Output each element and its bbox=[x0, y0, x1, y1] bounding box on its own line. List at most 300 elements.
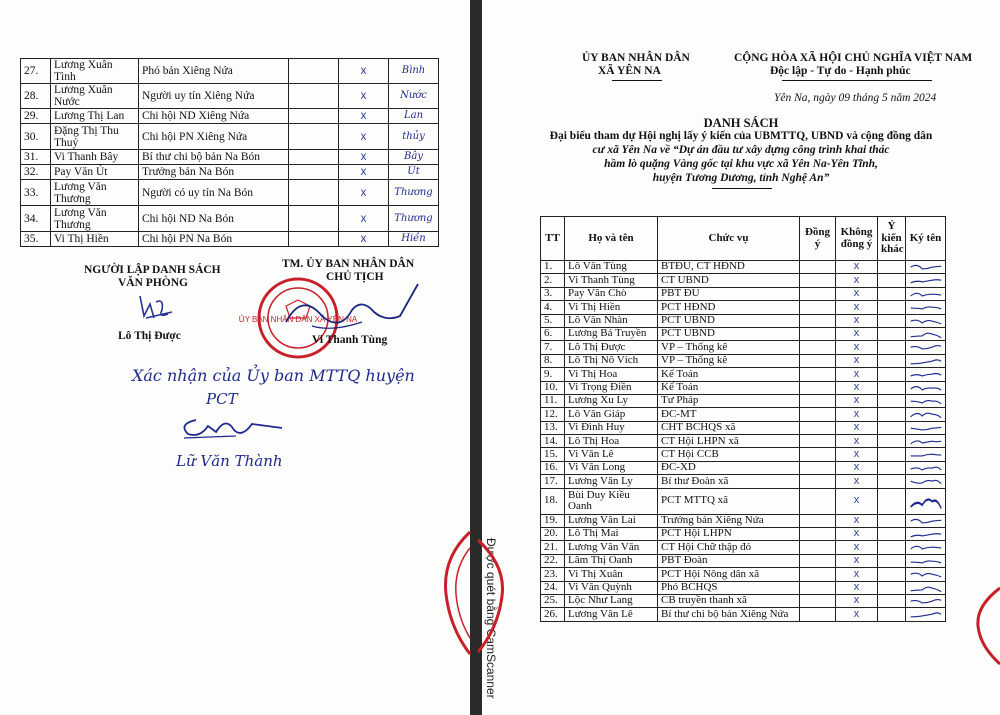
row-number: 1. bbox=[541, 261, 565, 274]
row-signature bbox=[906, 581, 946, 594]
table-row bbox=[21, 150, 439, 165]
row-signature bbox=[906, 421, 946, 434]
row-agree bbox=[800, 594, 836, 607]
table-row bbox=[541, 488, 946, 514]
signature-scrawl bbox=[909, 435, 942, 447]
row-name: Pay Văn Chò bbox=[565, 287, 658, 300]
row-agree bbox=[800, 274, 836, 287]
row-role: Kế Toán bbox=[658, 368, 800, 381]
row-other bbox=[878, 448, 906, 461]
header-disagree: Không đồng ý bbox=[836, 217, 878, 261]
row-role: Bí thư chi bộ bản Na Bón bbox=[139, 150, 289, 165]
row-other bbox=[878, 261, 906, 274]
row-number: 27. bbox=[21, 59, 51, 84]
row-name: Pay Văn Út bbox=[51, 165, 139, 180]
date-line: Yên Na, ngày 09 tháng 5 năm 2024 bbox=[774, 92, 937, 104]
row-role: Trưởng bản Na Bón bbox=[139, 165, 289, 180]
row-mark: x bbox=[339, 206, 389, 232]
signature-scrawl bbox=[909, 368, 942, 380]
header-role: Chức vụ bbox=[658, 217, 800, 261]
row-name: Lương Xuân Tình bbox=[51, 59, 139, 84]
row-number: 22. bbox=[541, 554, 565, 567]
row-number: 21. bbox=[541, 541, 565, 554]
row-other bbox=[878, 594, 906, 607]
handwritten-role: PCT bbox=[206, 390, 238, 408]
row-number: 3. bbox=[541, 287, 565, 300]
row-number: 31. bbox=[21, 150, 51, 165]
row-blank-cell bbox=[289, 84, 339, 109]
signature-scrawl bbox=[909, 582, 942, 594]
row-signature bbox=[906, 261, 946, 274]
row-role: PCT UBND bbox=[658, 314, 800, 327]
row-name: Bùi Duy Kiều Oanh bbox=[565, 488, 658, 514]
signature-scrawl bbox=[909, 408, 942, 420]
row-name: Lương Văn Thương bbox=[51, 206, 139, 232]
handwritten-confirmation: Xác nhận của Ủy ban MTTQ huyện bbox=[132, 366, 415, 385]
row-signature bbox=[906, 461, 946, 474]
row-role: ĐC-XD bbox=[658, 461, 800, 474]
scanner-watermark: Được quét bằng CamScanner bbox=[484, 538, 498, 699]
row-name: Lô Văn Nhàn bbox=[565, 314, 658, 327]
row-role: Phó bản Xiêng Nứa bbox=[139, 59, 289, 84]
participants-table-continued bbox=[20, 58, 439, 247]
row-role: Bí thư chi bộ bản Xiêng Nứa bbox=[658, 608, 800, 621]
row-number: 34. bbox=[21, 206, 51, 232]
signature-scrawl bbox=[909, 301, 942, 313]
row-other bbox=[878, 528, 906, 541]
row-other bbox=[878, 341, 906, 354]
signature-scrawl bbox=[909, 341, 942, 353]
row-number: 26. bbox=[541, 608, 565, 621]
row-role: Chi hội ND Xiêng Nứa bbox=[139, 109, 289, 124]
header-agree: Đồng ý bbox=[800, 217, 836, 261]
row-other bbox=[878, 381, 906, 394]
row-name: Vi Thị Hiền bbox=[51, 232, 139, 247]
row-role: CT Hội LHPN xã bbox=[658, 435, 800, 448]
signature-scrawl bbox=[909, 475, 942, 487]
row-name: Đặng Thị Thu Thuỷ bbox=[51, 124, 139, 150]
row-signature: Bây bbox=[389, 150, 439, 165]
row-signature bbox=[906, 488, 946, 514]
row-role: PCT MTTQ xã bbox=[658, 488, 800, 514]
row-agree bbox=[800, 341, 836, 354]
row-name: Vi Thị Hoa bbox=[565, 368, 658, 381]
row-signature bbox=[906, 314, 946, 327]
row-other bbox=[878, 287, 906, 300]
org-line-2: XÃ YÊN NA bbox=[598, 65, 661, 77]
row-disagree-mark: x bbox=[836, 461, 878, 474]
row-name: Lô Văn Giáp bbox=[565, 408, 658, 421]
row-agree bbox=[800, 381, 836, 394]
preparer-office: VĂN PHÒNG bbox=[118, 277, 188, 289]
committee-title: TM. ỦY BAN NHÂN DÂN bbox=[282, 258, 415, 270]
header-other: Ý kiến khác bbox=[878, 217, 906, 261]
row-mark: x bbox=[339, 165, 389, 180]
left-document-page bbox=[0, 0, 470, 715]
row-role: CT Hội CCB bbox=[658, 448, 800, 461]
row-other bbox=[878, 581, 906, 594]
row-agree bbox=[800, 448, 836, 461]
row-name: Vi Văn Quỳnh bbox=[565, 581, 658, 594]
row-role: Kế Toán bbox=[658, 381, 800, 394]
row-agree bbox=[800, 354, 836, 367]
row-agree bbox=[800, 394, 836, 407]
row-agree bbox=[800, 475, 836, 488]
row-name: Vi Thanh Tùng bbox=[565, 274, 658, 287]
row-number: 8. bbox=[541, 354, 565, 367]
row-disagree-mark: x bbox=[836, 448, 878, 461]
header-sign: Ký tên bbox=[906, 217, 946, 261]
row-number: 14. bbox=[541, 435, 565, 448]
preparer-signature bbox=[136, 292, 176, 322]
row-other bbox=[878, 608, 906, 621]
row-signature bbox=[906, 554, 946, 567]
right-document-page bbox=[482, 0, 1000, 715]
row-mark: x bbox=[339, 124, 389, 150]
row-disagree-mark: x bbox=[836, 608, 878, 621]
row-signature bbox=[906, 381, 946, 394]
header-name: Họ và tên bbox=[565, 217, 658, 261]
row-disagree-mark: x bbox=[836, 368, 878, 381]
row-disagree-mark: x bbox=[836, 594, 878, 607]
table-row bbox=[541, 475, 946, 488]
signature-scrawl bbox=[909, 315, 942, 327]
row-signature: Nước bbox=[389, 84, 439, 109]
row-mark: x bbox=[339, 84, 389, 109]
row-number: 25. bbox=[541, 594, 565, 607]
row-name: Vi Thị Hiền bbox=[565, 301, 658, 314]
row-number: 24. bbox=[541, 581, 565, 594]
header-no: TT bbox=[541, 217, 565, 261]
title-underline bbox=[712, 188, 772, 189]
row-name: Lâm Thị Oanh bbox=[565, 554, 658, 567]
row-number: 6. bbox=[541, 327, 565, 340]
row-agree bbox=[800, 287, 836, 300]
row-role: Tư Pháp bbox=[658, 394, 800, 407]
table-row bbox=[541, 394, 946, 407]
table-row bbox=[541, 594, 946, 607]
row-agree bbox=[800, 488, 836, 514]
row-signature bbox=[906, 475, 946, 488]
row-role: PCT UBND bbox=[658, 327, 800, 340]
row-number: 4. bbox=[541, 301, 565, 314]
row-disagree-mark: x bbox=[836, 581, 878, 594]
row-signature: Lan bbox=[389, 109, 439, 124]
signature-scrawl bbox=[909, 274, 942, 286]
row-signature bbox=[906, 541, 946, 554]
org-line-1: ỦY BAN NHÂN DÂN bbox=[582, 52, 690, 64]
table-row bbox=[541, 541, 946, 554]
table-row bbox=[541, 421, 946, 434]
row-other bbox=[878, 461, 906, 474]
row-name: Lương Văn Thương bbox=[51, 180, 139, 206]
row-disagree-mark: x bbox=[836, 341, 878, 354]
row-blank-cell bbox=[289, 165, 339, 180]
signature-scrawl bbox=[909, 395, 942, 407]
signature-scrawl bbox=[909, 422, 942, 434]
row-agree bbox=[800, 461, 836, 474]
row-number: 13. bbox=[541, 421, 565, 434]
document-title: DANH SÁCH bbox=[703, 116, 779, 130]
row-agree bbox=[800, 261, 836, 274]
signature-scrawl bbox=[909, 528, 942, 540]
row-role: CT UBND bbox=[658, 274, 800, 287]
row-number: 23. bbox=[541, 568, 565, 581]
row-blank-cell bbox=[289, 124, 339, 150]
row-agree bbox=[800, 301, 836, 314]
row-name: Vi Đình Huy bbox=[565, 421, 658, 434]
row-signature bbox=[906, 514, 946, 527]
row-number: 30. bbox=[21, 124, 51, 150]
table-row bbox=[21, 180, 439, 206]
row-signature bbox=[906, 608, 946, 621]
row-mark: x bbox=[339, 180, 389, 206]
row-mark: x bbox=[339, 232, 389, 247]
table-row bbox=[21, 109, 439, 124]
row-number: 10. bbox=[541, 381, 565, 394]
row-number: 15. bbox=[541, 448, 565, 461]
signature-scrawl bbox=[909, 288, 942, 300]
row-other bbox=[878, 514, 906, 527]
row-name: Lương Văn Văn bbox=[565, 541, 658, 554]
handwritten-name: Lữ Văn Thành bbox=[176, 452, 283, 470]
row-signature: thủy bbox=[389, 124, 439, 150]
table-row bbox=[541, 381, 946, 394]
row-number: 7. bbox=[541, 341, 565, 354]
row-role: VP – Thống kê bbox=[658, 341, 800, 354]
row-role: CHT BCHQS xã bbox=[658, 421, 800, 434]
nation-line-2: Độc lập - Tự do - Hạnh phúc bbox=[770, 65, 911, 77]
row-signature bbox=[906, 354, 946, 367]
table-row bbox=[21, 232, 439, 247]
row-name: Lộc Như Lang bbox=[565, 594, 658, 607]
table-row bbox=[21, 84, 439, 109]
row-name: Vi Thị Xuân bbox=[565, 568, 658, 581]
row-signature bbox=[906, 301, 946, 314]
row-agree bbox=[800, 541, 836, 554]
row-disagree-mark: x bbox=[836, 568, 878, 581]
preparer-name: Lô Thị Được bbox=[118, 330, 181, 342]
row-other bbox=[878, 554, 906, 567]
subtitle-line-1: Đại biểu tham dự Hội nghị lấy ý kiến của UBMTTQ, UBND và cộng đồng dân bbox=[549, 130, 933, 142]
row-other bbox=[878, 354, 906, 367]
row-number: 18. bbox=[541, 488, 565, 514]
table-row bbox=[541, 514, 946, 527]
row-disagree-mark: x bbox=[836, 514, 878, 527]
row-role: Chi hội PN Xiêng Nứa bbox=[139, 124, 289, 150]
row-disagree-mark: x bbox=[836, 381, 878, 394]
row-number: 32. bbox=[21, 165, 51, 180]
row-blank-cell bbox=[289, 206, 339, 232]
row-signature bbox=[906, 408, 946, 421]
table-row bbox=[541, 327, 946, 340]
row-number: 35. bbox=[21, 232, 51, 247]
row-number: 19. bbox=[541, 514, 565, 527]
row-role: Chi hội ND Na Bón bbox=[139, 206, 289, 232]
row-role: PCT Hội Nông dân xã bbox=[658, 568, 800, 581]
row-agree bbox=[800, 421, 836, 434]
row-disagree-mark: x bbox=[836, 541, 878, 554]
row-agree bbox=[800, 568, 836, 581]
signature-scrawl bbox=[909, 448, 942, 460]
table-row bbox=[541, 274, 946, 287]
nation-line-1: CỘNG HÒA XÃ HỘI CHỦ NGHĨA VIỆT NAM bbox=[734, 52, 973, 64]
chairman-signature bbox=[282, 282, 422, 342]
row-name: Lô Thị Hoa bbox=[565, 435, 658, 448]
row-disagree-mark: x bbox=[836, 528, 878, 541]
signature-scrawl bbox=[909, 328, 942, 340]
row-disagree-mark: x bbox=[836, 327, 878, 340]
row-signature bbox=[906, 448, 946, 461]
row-number: 16. bbox=[541, 461, 565, 474]
row-number: 33. bbox=[21, 180, 51, 206]
subtitle-line-3: hầm lò quặng Vàng gốc tại khu vực xã Yên Na-Yên Tĩnh, bbox=[604, 158, 878, 170]
row-number: 20. bbox=[541, 528, 565, 541]
row-mark: x bbox=[339, 150, 389, 165]
row-role: ĐC-MT bbox=[658, 408, 800, 421]
row-other bbox=[878, 475, 906, 488]
row-role: PBT Đoàn bbox=[658, 554, 800, 567]
row-other bbox=[878, 314, 906, 327]
row-name: Lô Thị Nô Vích bbox=[565, 354, 658, 367]
signature-scrawl bbox=[909, 382, 942, 394]
row-name: Lương Xuân Nước bbox=[51, 84, 139, 109]
row-other bbox=[878, 274, 906, 287]
row-agree bbox=[800, 554, 836, 567]
row-other bbox=[878, 394, 906, 407]
row-signature: Hiền bbox=[389, 232, 439, 247]
row-name: Lô Thị Được bbox=[565, 341, 658, 354]
signature-scrawl bbox=[909, 355, 942, 367]
subtitle-line-4: huyện Tương Dương, tỉnh Nghệ An” bbox=[652, 172, 830, 184]
row-number: 12. bbox=[541, 408, 565, 421]
edge-stamp-fragment-far-right bbox=[974, 586, 1000, 666]
row-number: 17. bbox=[541, 475, 565, 488]
signature-scrawl bbox=[909, 595, 942, 607]
row-name: Lương Xu Ly bbox=[565, 394, 658, 407]
row-signature bbox=[906, 528, 946, 541]
row-other bbox=[878, 408, 906, 421]
table-row bbox=[541, 261, 946, 274]
participants-table bbox=[540, 216, 946, 622]
row-disagree-mark: x bbox=[836, 435, 878, 448]
row-blank-cell bbox=[289, 109, 339, 124]
row-number: 28. bbox=[21, 84, 51, 109]
table-row bbox=[541, 408, 946, 421]
row-role: PCT HĐND bbox=[658, 301, 800, 314]
signature-scrawl bbox=[909, 608, 942, 620]
table-row bbox=[541, 354, 946, 367]
row-agree bbox=[800, 327, 836, 340]
row-name: Lương Bá Truyền bbox=[565, 327, 658, 340]
row-mark: x bbox=[339, 59, 389, 84]
row-role: PBT ĐU bbox=[658, 287, 800, 300]
row-name: Lương Văn Ly bbox=[565, 475, 658, 488]
table-row bbox=[541, 341, 946, 354]
signature-scrawl bbox=[909, 261, 942, 273]
table-row bbox=[541, 287, 946, 300]
row-name: Vi Văn Lê bbox=[565, 448, 658, 461]
row-role: CT Hội Chữ thập đỏ bbox=[658, 541, 800, 554]
edge-stamp-fragment-right bbox=[478, 536, 508, 656]
table-row bbox=[541, 448, 946, 461]
table-row bbox=[21, 124, 439, 150]
row-agree bbox=[800, 514, 836, 527]
row-name: Lương Thị Lan bbox=[51, 109, 139, 124]
row-blank-cell bbox=[289, 59, 339, 84]
signature-scrawl bbox=[909, 541, 942, 553]
row-blank-cell bbox=[289, 180, 339, 206]
row-role: Phó BCHQS bbox=[658, 581, 800, 594]
mttq-signature bbox=[176, 408, 286, 444]
row-signature bbox=[906, 568, 946, 581]
row-role: Trưởng bản Xiêng Nứa bbox=[658, 514, 800, 527]
signature-scrawl bbox=[909, 515, 942, 527]
row-role: Bí thư Đoàn xã bbox=[658, 475, 800, 488]
table-row bbox=[21, 59, 439, 84]
row-number: 2. bbox=[541, 274, 565, 287]
row-signature bbox=[906, 327, 946, 340]
row-other bbox=[878, 568, 906, 581]
row-role: Người có uy tín Na Bón bbox=[139, 180, 289, 206]
table-row bbox=[541, 554, 946, 567]
org-underline bbox=[612, 80, 662, 81]
row-disagree-mark: x bbox=[836, 287, 878, 300]
row-disagree-mark: x bbox=[836, 314, 878, 327]
row-other bbox=[878, 488, 906, 514]
subtitle-line-2: cư xã Yên Na về “Dự án đầu tư xây dựng công trình khai thác bbox=[592, 144, 890, 156]
row-disagree-mark: x bbox=[836, 274, 878, 287]
table-row bbox=[541, 608, 946, 621]
stamp-text: ỦY BAN NHÂN DÂN XÃ YÊN NA bbox=[238, 315, 358, 324]
signature-scrawl bbox=[909, 462, 942, 474]
row-role: VP – Thống kê bbox=[658, 354, 800, 367]
row-other bbox=[878, 368, 906, 381]
row-other bbox=[878, 301, 906, 314]
table-row bbox=[541, 314, 946, 327]
row-role: CB truyền thanh xã bbox=[658, 594, 800, 607]
signature-scrawl bbox=[909, 555, 942, 567]
row-signature: Út bbox=[389, 165, 439, 180]
row-signature: Thương bbox=[389, 206, 439, 232]
row-agree bbox=[800, 528, 836, 541]
table-row bbox=[21, 206, 439, 232]
row-name: Lô Thị Mai bbox=[565, 528, 658, 541]
row-blank-cell bbox=[289, 232, 339, 247]
committee-role: CHỦ TỊCH bbox=[326, 271, 384, 283]
row-number: 11. bbox=[541, 394, 565, 407]
row-signature: Bình bbox=[389, 59, 439, 84]
row-signature bbox=[906, 435, 946, 448]
table-row bbox=[541, 568, 946, 581]
row-number: 29. bbox=[21, 109, 51, 124]
row-agree bbox=[800, 608, 836, 621]
nation-underline bbox=[782, 80, 932, 81]
row-signature bbox=[906, 274, 946, 287]
row-name: Lương Văn Lai bbox=[565, 514, 658, 527]
row-disagree-mark: x bbox=[836, 261, 878, 274]
row-role: Chi hội PN Na Bón bbox=[139, 232, 289, 247]
row-signature bbox=[906, 594, 946, 607]
table-row bbox=[21, 165, 439, 180]
row-disagree-mark: x bbox=[836, 488, 878, 514]
table-row bbox=[541, 301, 946, 314]
row-disagree-mark: x bbox=[836, 408, 878, 421]
row-other bbox=[878, 541, 906, 554]
row-name: Lương Văn Lê bbox=[565, 608, 658, 621]
row-other bbox=[878, 435, 906, 448]
row-disagree-mark: x bbox=[836, 554, 878, 567]
